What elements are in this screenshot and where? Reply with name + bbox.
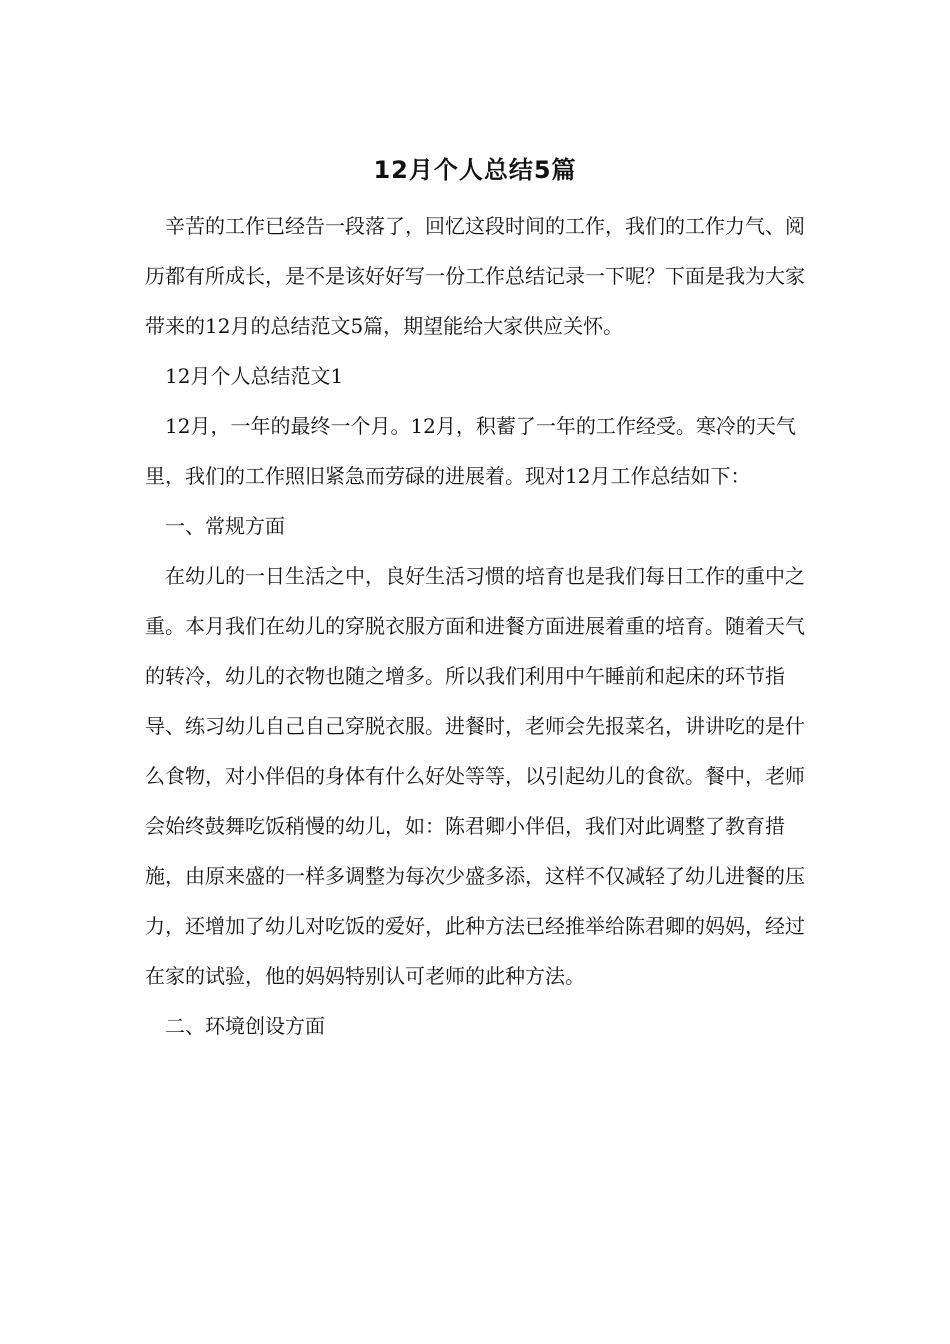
paragraph: 12月，一年的最终一个月。12月，积蓄了一年的工作经受。寒冷的天气里，我们的工作照旧紧急而劳碌的进展着。现对12月工作总结如下：	[145, 414, 796, 488]
section-heading-sample-1: 12月个人总结范文1	[165, 364, 344, 388]
section-heading-environment: 二、环境创设方面	[165, 1014, 325, 1038]
paragraph: 在幼儿的一日生活之中，良好生活习惯的培育也是我们每日工作的重中之重。本月我们在幼儿的穿脱衣服方面和进餐方面进展着重的培育。随着天气的转冷，幼儿的衣物也随之增多。所以我们利用中午睡前和起床的环节指导、练习幼儿自己自己穿脱衣服。进餐时，老师会先报菜名，讲讲吃的是什么食物，对小伴侣的身体有什么好处等等，以引起幼儿的食欲。餐中，老师会始终鼓舞吃饭稍慢的幼儿，如：陈君卿小伴侣，我们对此调整了教育措施，由原来盛的一样多调整为每次少盛多添，这样不仅减轻了幼儿进餐的压力，还增加了幼儿对吃饭的爱好，此种方法已经推举给陈君卿的妈妈，经过在家的试验，他的妈妈特别认可老师的此种方法。	[145, 564, 805, 988]
section-heading-routine: 一、常规方面	[165, 514, 285, 538]
document-title: 12月个人总结5篇	[373, 156, 577, 184]
intro-paragraph: 辛苦的工作已经告一段落了，回忆这段时间的工作，我们的工作力气、阅历都有所成长，是不是该好好写一份工作总结记录一下呢？下面是我为大家带来的12月的总结范文5篇，期望能给大家供应关怀。	[145, 214, 805, 338]
document-body	[145, 201, 817, 1051]
